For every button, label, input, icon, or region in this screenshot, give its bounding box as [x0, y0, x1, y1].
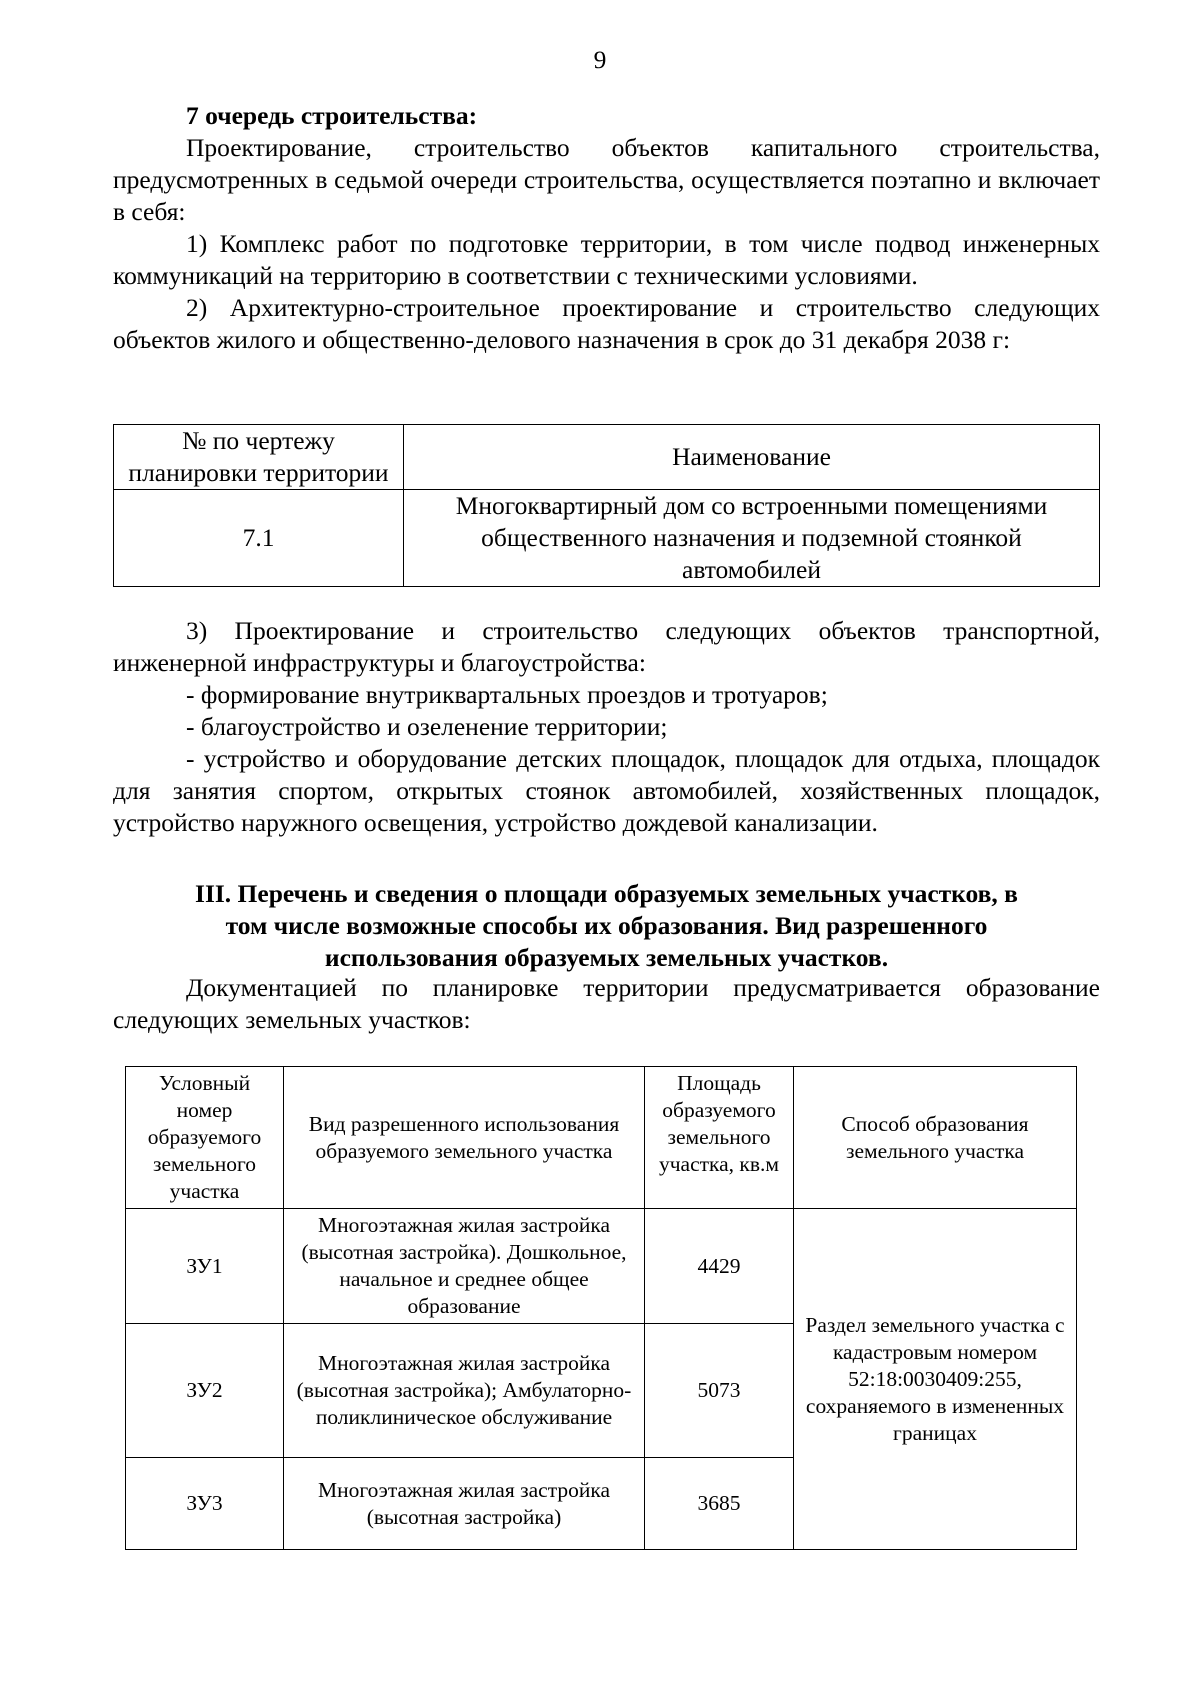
objects-table-header	[114, 425, 1100, 490]
plots-table-header	[126, 1067, 1077, 1209]
objects-table	[113, 424, 1100, 587]
plot-use: Многоэтажная жилая застройка (высотная застройка)	[284, 1458, 645, 1550]
section-3-title	[113, 878, 1100, 974]
plot-area: 4429	[645, 1209, 794, 1324]
plot-use: Многоэтажная жилая застройка (высотная застройка). Дошкольное, начальное и среднее общее образование	[284, 1209, 645, 1324]
plot-area: 5073	[645, 1324, 794, 1458]
plots-header-area: Площадь образуемого земельного участка, кв.м	[645, 1067, 794, 1209]
section-3-title-line: использования образуемых земельных участков.	[324, 943, 889, 972]
stage-7-item-1: 1) Комплекс работ по подготовке территории, в том числе подвод инженерных коммуникаций на территорию в соответствии с техническими условиями.	[113, 229, 1100, 290]
item-3-bullet: - формирование внутриквартальных проездов и тротуаров;	[186, 680, 828, 709]
page-number: 9	[593, 45, 607, 74]
section-3-intro: Документацией по планировке территории предусматривается образование следующих земельных участков:	[113, 973, 1100, 1034]
objects-header-number: № по чертежу планировки территории	[114, 425, 404, 490]
section-3-title-line: III. Перечень и сведения о площади образуемых земельных участков, в	[195, 879, 1018, 908]
plots-header-use: Вид разрешенного использования образуемого земельного участка	[284, 1067, 645, 1209]
table-row	[126, 1209, 1077, 1324]
plot-id: ЗУ3	[126, 1458, 284, 1550]
plot-id: ЗУ2	[126, 1324, 284, 1458]
item-3-bullet: - благоустройство и озеленение территории;	[186, 712, 668, 741]
stage-7-heading: 7 очередь строительства:	[186, 101, 478, 130]
plots-header-method: Способ образования земельного участка	[794, 1067, 1077, 1209]
plots-table	[125, 1066, 1077, 1550]
objects-header-name: Наименование	[404, 425, 1100, 490]
stage-7-intro: Проектирование, строительство объектов капитального строительства, предусмотренных в седьмой очереди строительства, осуществляется поэтапно и включает в себя:	[113, 133, 1100, 226]
plot-method: Раздел земельного участка с кадастровым номером 52:18:0030409:255, сохраняемого в измененных границах	[794, 1209, 1077, 1550]
table-row	[114, 490, 1100, 587]
object-name: Многоквартирный дом со встроенными помещениями общественного назначения и подземной стоянкой автомобилей	[404, 490, 1100, 587]
section-3-title-line: том числе возможные способы их образования. Вид разрешенного	[225, 911, 988, 940]
item-3-intro: 3) Проектирование и строительство следующих объектов транспортной, инженерной инфраструктуры и благоустройства:	[113, 616, 1100, 677]
object-number: 7.1	[114, 490, 404, 587]
stage-7-section	[113, 100, 1100, 356]
plot-id: ЗУ1	[126, 1209, 284, 1324]
stage-7-item-3	[113, 615, 1100, 839]
plot-use: Многоэтажная жилая застройка (высотная застройка); Амбулаторно-поликлиническое обслуживание	[284, 1324, 645, 1458]
plot-area: 3685	[645, 1458, 794, 1550]
plots-header-id: Условный номер образуемого земельного участка	[126, 1067, 284, 1209]
item-3-bullet: - устройство и оборудование детских площадок, площадок для отдыха, площадок для занятия спортом, открытых стоянок автомобилей, хозяйственных площадок, устройство наружного освещения, устройство дождевой канализации.	[113, 744, 1100, 837]
stage-7-item-2: 2) Архитектурно-строительное проектирование и строительство следующих объектов жилого и общественно-делового назначения в срок до 31 декабря 2038 г:	[113, 293, 1100, 354]
